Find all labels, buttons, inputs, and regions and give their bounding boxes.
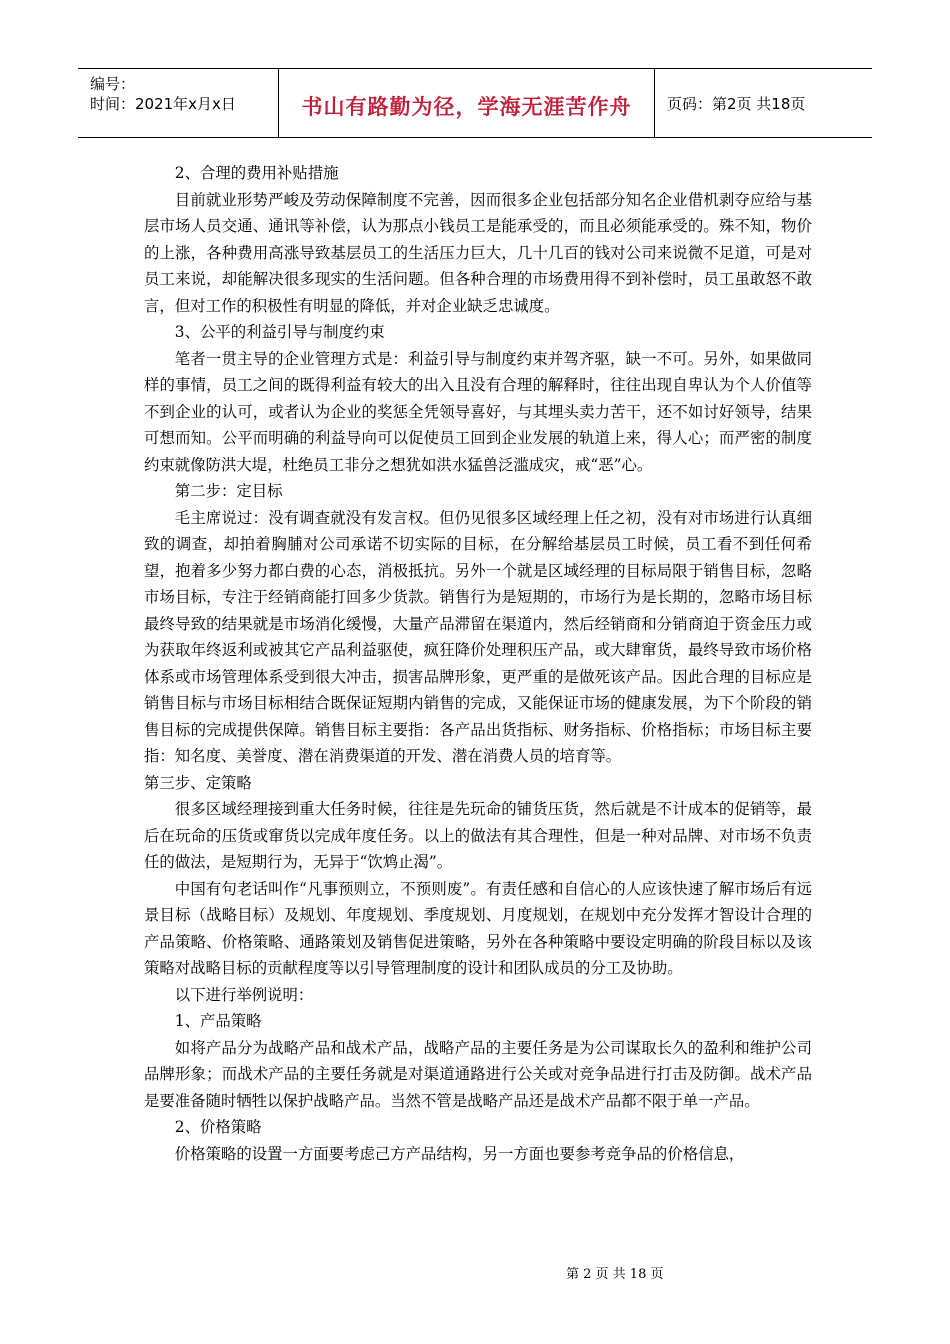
section-heading: 第二步：定目标 <box>174 482 283 500</box>
section-heading: 1、产品策略 <box>174 1012 262 1030</box>
body-paragraph: 中国有句老话叫作“凡事预则立，不预则废”。有责任感和自信心的人应该快速了解市场后有远景目标（战略目标）及规划、年度规划、季度规划、月度规划，在规划中充分发挥才智设计合理的产品策略、价格策略、通路策划及销售促进策略，另外在各种策略中要设定明确的阶段目标以及该策略对战略目标的贡献程度等以引导管理制度的设计和团队成员的分工及协助。 <box>144 879 812 977</box>
body-paragraph: 目前就业形势严峻及劳动保障制度不完善，因而很多企业包括部分知名企业借机剥夺应给与基层市场人员交通、通讯等补偿，认为那点小钱员工是能承受的，而且必须能承受的。殊不知，物价的上涨，各种费用高涨导致基层员工的生活压力巨大，几十几百的钱对公司来说微不足道，可是对员工来说，却能解决很多现实的生活问题。但各种合理的市场费用得不到补偿时，员工虽敢怒不敢言，但对工作的积极性有明显的降低，并对企业缺乏忠诚度。 <box>144 190 812 315</box>
section-heading: 3、公平的利益引导与制度约束 <box>174 323 385 341</box>
body-paragraph: 毛主席说过：没有调查就没有发言权。但仍见很多区域经理上任之初，没有对市场进行认真细致的调查，却拍着胸脯对公司承诺不切实际的目标，在分解给基层员工时候，员工看不到任何希望，抱着多少努力都白费的心态，消极抵抗。另外一个就是区域经理的目标局限于销售目标，忽略市场目标，专注于经销商能打回多少货款。销售行为是短期的，市场行为是长期的，忽略市场目标最终导致的结果就是市场消化缓慢，大量产品滞留在渠道内，然后经销商和分销商迫于资金压力或为获取年终返利或被其它产品利益驱使，疯狂降价处理积压产品，或大肆窜货，最终导致市场价格体系或市场管理体系受到很大冲击，损害品牌形象，更严重的是做死该产品。因此合理的目标应是销售目标与市场目标相结合既保证短期内销售的完成，又能保证市场的健康发展，为下个阶段的销售目标的完成提供保障。销售目标主要指：各产品出货指标、财务指标、价格指标；市场目标主要指：知名度、美誉度、潜在消费渠道的开发、潜在消费人员的培育等。 <box>144 508 812 765</box>
section-heading: 2、合理的费用补贴措施 <box>174 164 339 182</box>
footer-page-number: 第 2 页 共 18 页 <box>566 1267 664 1282</box>
header-motto-cell <box>279 69 655 137</box>
header-page-cell <box>655 69 872 137</box>
header-info-cell <box>78 69 279 137</box>
document-body <box>144 160 812 1167</box>
document-date-label: 时间：2021年x月x日 <box>90 95 236 113</box>
body-paragraph: 笔者一贯主导的企业管理方式是：利益引导与制度约束并驾齐驱，缺一不可。另外，如果做同样的事情，员工之间的既得利益有较大的出入且没有合理的解释时，往往出现自卑认为个人价值等不到企业的认可，或者认为企业的奖惩全凭领导喜好，与其埋头卖力苦干，还不如讨好领导，结果可想而知。公平而明确的利益导向可以促使员工回到企业发展的轨道上来，得人心；而严密的制度约束就像防洪大堤，杜绝员工非分之想犹如洪水猛兽泛滥成灾，戒“恶”心。 <box>144 349 812 474</box>
section-heading: 第三步、定策略 <box>144 773 252 792</box>
section-heading: 以下进行举例说明： <box>174 985 314 1004</box>
section-heading: 2、价格策略 <box>174 1118 262 1136</box>
document-number-label: 编号： <box>90 75 136 93</box>
header-motto: 书山有路勤为径，学海无涯苦作舟 <box>301 95 632 119</box>
body-paragraph: 很多区域经理接到重大任务时候，往往是先玩命的铺货压货，然后就是不计成本的促销等，最后在玩命的压货或窜货以完成年度任务。以上的做法有其合理性，但是一种对品牌、对市场不负责任的做法，是短期行为，无异于“饮鸩止渴”。 <box>144 800 812 871</box>
body-paragraph: 价格策略的设置一方面要考虑己方产品结构，另一方面也要参考竞争品的价格信息， <box>174 1144 745 1163</box>
body-paragraph: 如将产品分为战略产品和战术产品，战略产品的主要任务是为公司谋取长久的盈利和维护公司品牌形象；而战术产品的主要任务就是对渠道通路进行公关或对竞争品进行打击及防御。战术产品是要准备随时牺牲以保护战略产品。当然不管是战略产品还是战术产品都不限于单一产品。 <box>144 1038 812 1110</box>
page-header <box>78 68 872 138</box>
header-page-number: 页码：第2页 共18页 <box>667 95 806 113</box>
